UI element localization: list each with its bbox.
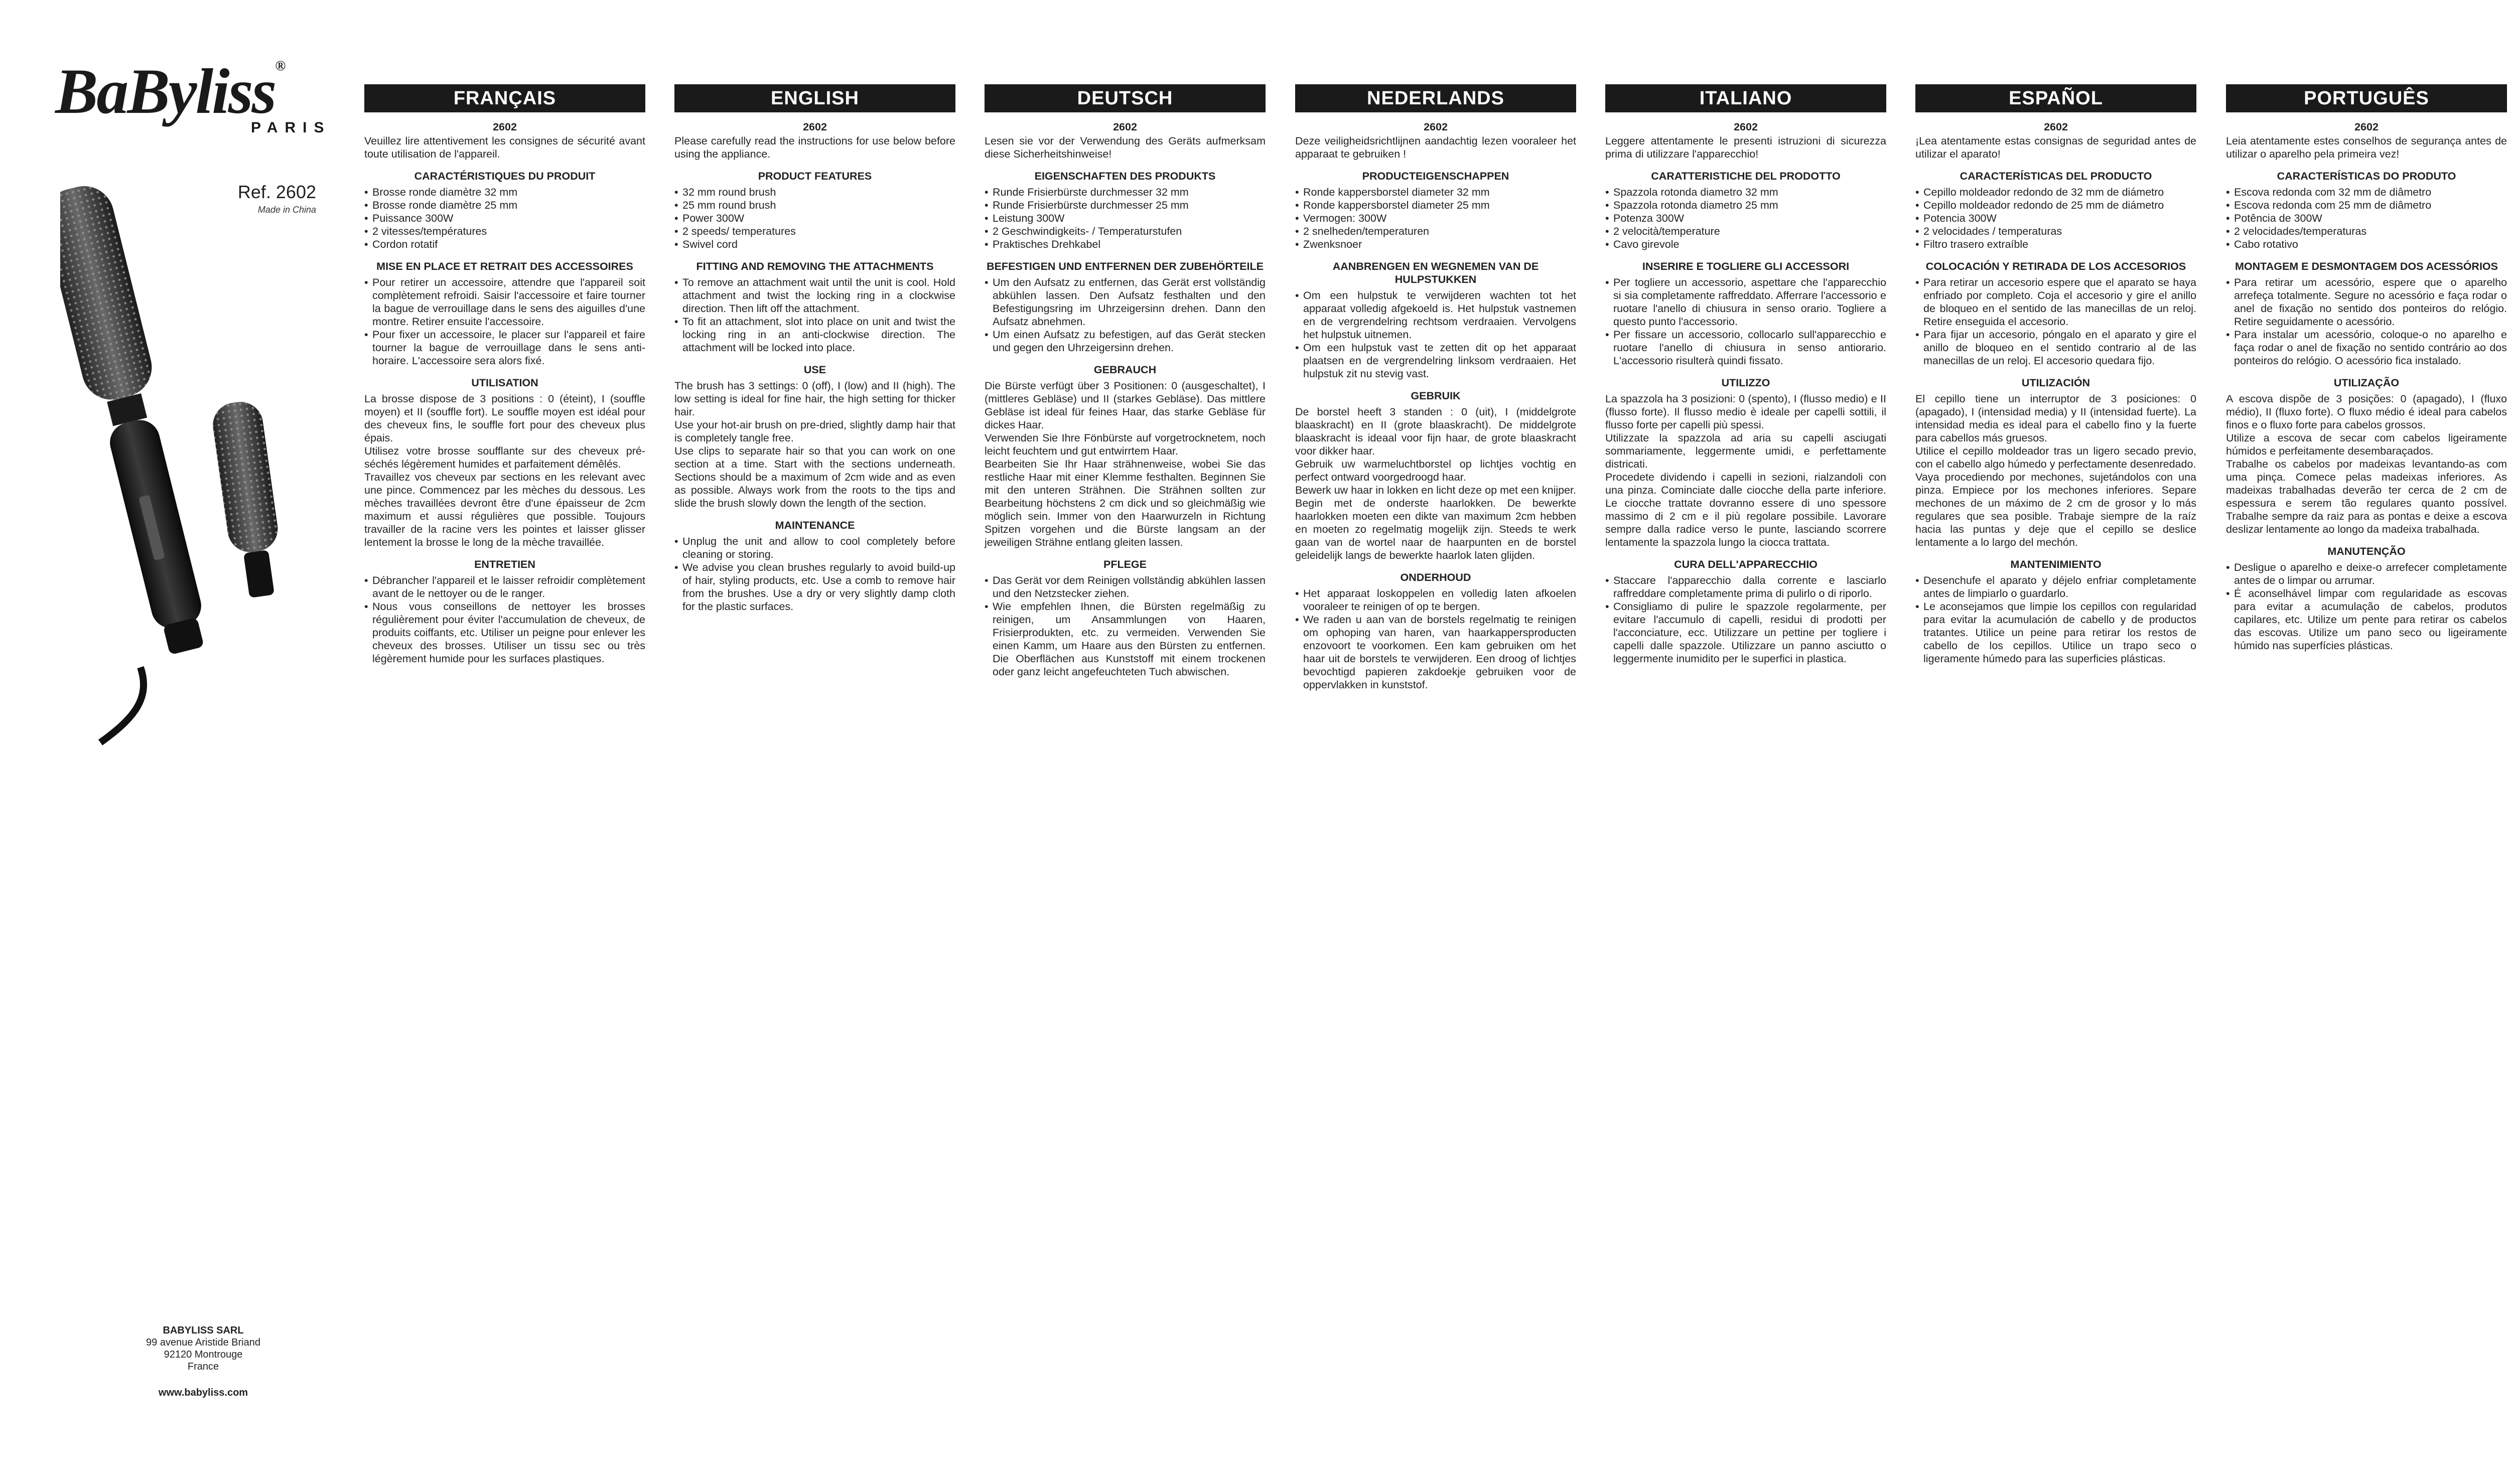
bullet-list xyxy=(1295,587,1576,691)
language-column xyxy=(985,84,1266,678)
paragraph: Trabalhe os cabelos por madeixas levantando-as com uma pinça. Comece pelas madeixas inferiores. As madeixas trabalhadas deverão ter cerca de 2 cm de espessura e serem tão regulares quanto possível. Trabalhe sempre da raiz para as pontas e deixe a escova deslizar lentamente ao longo da madeixa trabalhada. xyxy=(2226,458,2507,535)
list-item: • 32 mm round brush xyxy=(674,186,955,199)
paragraph: Utilizzate la spazzola ad aria su capelli asciugati sommariamente, leggermente umidi, e perfettamente districati. xyxy=(1605,432,1886,470)
logo-paris: PARIS xyxy=(251,119,331,136)
section-heading: AANBRENGEN EN WEGNEMEN VAN DE HULPSTUKKEN xyxy=(1332,260,1539,285)
language-column xyxy=(2226,84,2507,652)
paragraph: Veuillez lire attentivement les consignes de sécurité avant toute utilisation de l'appareil. xyxy=(364,135,645,160)
list-item: • We raden u aan van de borstels regelmatig te reinigen om ophoping van haren, van haarkappersproducten enzovoort te voorkomen. Een kam gebruiken om het haar uit de borstels te verwijderen. Een droog of lichtjes bevochtigd papieren zakdoekje gebruiken voor de oppervlakken in kunststof. xyxy=(1295,613,1576,691)
list-item: • Runde Frisierbürste durchmesser 32 mm xyxy=(985,186,1266,199)
section-heading: BEFESTIGEN UND ENTFERNEN DER ZUBEHÖRTEILE xyxy=(987,260,1264,272)
section-heading: ONDERHOUD xyxy=(1400,571,1471,583)
list-item: • Cavo girevole xyxy=(1605,238,1886,251)
paragraph: A escova dispõe de 3 posições: 0 (apagado), I (fluxo médio), II (fluxo forte). O fluxo médio é ideal para cabelos finos e o fluxo forte para cabelos grossos. xyxy=(2226,393,2507,431)
bullet-list xyxy=(985,574,1266,678)
list-item: • Het apparaat loskoppelen en volledig laten afkoelen vooraleer te reinigen of op te bergen. xyxy=(1295,587,1576,613)
paragraph: Procedete dividendo i capelli in sezioni, rialzandoli con una pinza. Cominciate dalle ciocche della parte inferiore. Le ciocche trattate dovranno essere di uno spessore massimo di 2 cm e il più regolare possibile. Lavorare sempre dalla radice verso le punte, lasciando scorrere lentamente la spazzola lungo la ciocca trattata. xyxy=(1605,471,1886,548)
language-column xyxy=(1915,84,2196,665)
bullet-list xyxy=(2226,561,2507,652)
list-item: • To remove an attachment wait until the unit is cool. Hold attachment and twist the locking ring in a clockwise direction. Then lift off the attachment. xyxy=(674,276,955,315)
list-item: • Unplug the unit and allow to cool completely before cleaning or storing. xyxy=(674,535,955,561)
paragraph: Use clips to separate hair so that you can work on one section at a time. Start with the sections underneath. Sections should be a maximum of 2cm wide and as even as possible. Always work from the roots to the tips and slide the brush slowly down the length of the section. xyxy=(674,445,955,509)
list-item: • Para fijar un accesorio, póngalo en el aparato y gire el anillo de bloqueo en el sentido contrario al de las manecillas de un reloj. El accesorio quedara fijo. xyxy=(1915,328,2196,367)
paragraph: Deze veiligheidsrichtlijnen aandachtig lezen vooraleer het apparaat te gebruiken ! xyxy=(1295,135,1576,160)
paragraph: Gebruik uw warmeluchtborstel op lichtjes vochtig en perfect ontward voorgedroogd haar. xyxy=(1295,458,1576,483)
section-heading: GEBRAUCH xyxy=(1093,364,1157,376)
list-item: • Per fissare un accessorio, collocarlo sull'apparecchio e ruotare l'anello di chiusura in senso antiorario. L'accessorio risulterà quindi fissato. xyxy=(1605,328,1886,367)
list-item: • Desenchufe el aparato y déjelo enfriar completamente antes de limpiarlo o guardarlo. xyxy=(1915,574,2196,600)
section-heading: UTILISATION xyxy=(471,377,538,389)
section-heading: PRODUCT FEATURES xyxy=(758,170,872,182)
bullet-list xyxy=(1915,574,2196,665)
paragraph: De borstel heeft 3 standen : 0 (uit), I (middelgrote blaaskracht) en II (grote blaaskracht). De middelgrote blaaskracht is ideaal voor fijn haar, de grote blaaskracht voor dikker haar. xyxy=(1295,406,1576,457)
list-item: • Praktisches Drehkabel xyxy=(985,238,1266,251)
list-item: • Om een hulpstuk te verwijderen wachten tot het apparaat volledig afgekoeld is. Het hulpstuk vastnemen en de vergrendelring rechtsom verdraaien. Vervolgens het hulpstuk uitnemen. xyxy=(1295,289,1576,341)
bullet-list xyxy=(674,276,955,354)
list-item: • Nous vous conseillons de nettoyer les brosses régulièrement pour éviter l'accumulation de cheveux, de produits coiffants, etc. Utiliser un peigne pour enlever les cheveux des brosses. Utiliser un tissu sec ou très légèrement humide pour les surfaces plastiques. xyxy=(364,600,645,665)
company-address xyxy=(125,1324,281,1399)
section-heading: CURA DELL'APPARECCHIO xyxy=(1674,558,1818,570)
bullet-list xyxy=(1605,276,1886,367)
list-item: • Para instalar um acessório, coloque-o no aparelho e faça rodar o anel de fixação no sentido contrário ao dos ponteiros do relógio. O acessório fica instalado. xyxy=(2226,328,2507,367)
bullet-list xyxy=(364,186,645,251)
paragraph: La spazzola ha 3 posizioni: 0 (spento), I (flusso medio) e II (flusso forte). Il flusso medio è ideale per capelli sottili, il flusso forte per capelli più spessi. xyxy=(1605,393,1886,431)
language-header: PORTUGUÊS xyxy=(2226,84,2507,112)
section-heading: FITTING AND REMOVING THE ATTACHMENTS xyxy=(696,260,934,272)
paragraph: Vaya procediendo por mechones, sujetándolos con una pinza. Empiece por los mechones inferiores. Separe mechones de un máximo de 2 cm de grosor y lo más regulares que sea posible. Trabaje siempre de la raíz hacia las puntas y deje que el cepillo se deslice lentamente a lo largo del mechón. xyxy=(1915,471,2196,548)
list-item: • To fit an attachment, slot into place on unit and twist the locking ring in an anti-clockwise direction. The attachment will be locked into place. xyxy=(674,315,955,354)
list-item: • 25 mm round brush xyxy=(674,199,955,212)
list-item: • Spazzola rotonda diametro 32 mm xyxy=(1605,186,1886,199)
list-item: • Um einen Aufsatz zu befestigen, auf das Gerät stecken und gegen den Uhrzeigersinn drehen. xyxy=(985,328,1266,354)
list-item: • Power 300W xyxy=(674,212,955,225)
section-heading: UTILIZAÇÃO xyxy=(2333,377,2400,389)
paragraph: Travaillez vos cheveux par sections en les relevant avec une pince. Commencez par les mèches du dessous. Les mèches travaillées devront être d'une épaisseur de 2cm maximum et aussi régulières que possible. Toujours travailler de la racine vers les pointes et laisser glisser lentement la brosse le long de la mèche travaillée. xyxy=(364,471,645,548)
list-item: • Cordon rotatif xyxy=(364,238,645,251)
company-name: BABYLISS SARL xyxy=(163,1325,244,1336)
paragraph: Bearbeiten Sie Ihr Haar strähnenweise, wobei Sie das restliche Haar mit einer Klemme festhalten. Beginnen Sie mit den unteren Strähnen. Die Strähnen sollten zur Bearbeitung höchstens 2 cm dick und so gleichmäßig wie möglich sein. Immer von den Haarwurzeln in Richtung Spitzen vorgehen und die Bürste langsam an der jeweiligen Strähne entlang gleiten lassen. xyxy=(985,458,1266,548)
language-column xyxy=(364,84,645,665)
model-number: 2602 xyxy=(1424,121,1448,133)
list-item: • É aconselhável limpar com regularidade as escovas para evitar a acumulação de cabelos, produtos capilares, etc. Utilize um pente para retirar os cabelos das escovas. Utilize um pano seco ou ligeiramente húmido nas superfícies plásticas. xyxy=(2226,587,2507,652)
product-image xyxy=(60,166,321,748)
list-item: • 2 vitesses/températures xyxy=(364,225,645,238)
list-item: • 2 velocità/temperature xyxy=(1605,225,1886,238)
paragraph: Die Bürste verfügt über 3 Positionen: 0 (ausgeschaltet), I (mittleres Gebläse) und II (starkes Gebläse). Das mittlere Gebläse ist ideal für feines Haar, das starke Gebläse für dickes Haar. xyxy=(985,380,1266,431)
model-number: 2602 xyxy=(2044,121,2068,133)
paragraph: Utilisez votre brosse soufflante sur des cheveux pré-séchés légèrement humides et parfaitement démêlés. xyxy=(364,445,645,470)
list-item: • Om een hulpstuk vast te zetten dit op het apparaat plaatsen en de vergrendelring linksom verdraaien. Het hulpstuk zit nu stevig vast. xyxy=(1295,341,1576,380)
list-item: • Para retirar un accesorio espere que el aparato se haya enfriado por completo. Coja el accesorio y gire el anillo de bloqueo en el sentido de las manecillas de un reloj. Retire enseguida el accesorio. xyxy=(1915,276,2196,328)
section-heading: MONTAGEM E DESMONTAGEM DOS ACESSÓRIOS xyxy=(2235,260,2498,272)
section-heading: USE xyxy=(803,364,826,376)
list-item: • Leistung 300W xyxy=(985,212,1266,225)
list-item: • Vermogen: 300W xyxy=(1295,212,1576,225)
list-item: • Le aconsejamos que limpie los cepillos con regularidad para evitar la acumulación de cabello y de productos tratantes. Utilice un peine para retirar los restos de cabello de los cepillos. Utilice un trapo seco o ligeramente húmedo para las superficies plásticas. xyxy=(1915,600,2196,665)
list-item: • Puissance 300W xyxy=(364,212,645,225)
bullet-list xyxy=(2226,276,2507,367)
address-line: 99 avenue Aristide Briand xyxy=(146,1337,260,1348)
website-link[interactable]: www.babyliss.com xyxy=(158,1387,248,1398)
language-header: ESPAÑOL xyxy=(1915,84,2196,112)
language-header: FRANÇAIS xyxy=(364,84,645,112)
paragraph: ¡Lea atentamente estas consignas de seguridad antes de utilizar el aparato! xyxy=(1915,135,2196,160)
list-item: • Brosse ronde diamètre 25 mm xyxy=(364,199,645,212)
section-heading: CARATTERISTICHE DEL PRODOTTO xyxy=(1651,170,1841,182)
paragraph: El cepillo tiene un interruptor de 3 posiciones: 0 (apagado), I (intensidad media) y II (intensidad fuerte). La intensidad media es ideal para el cabello fino y la fuerte para cabellos más gruesos. xyxy=(1915,393,2196,444)
section-heading: EIGENSCHAFTEN DES PRODUKTS xyxy=(1034,170,1216,182)
model-number: 2602 xyxy=(1113,121,1137,133)
list-item: • Runde Frisierbürste durchmesser 25 mm xyxy=(985,199,1266,212)
list-item: • Pour retirer un accessoire, attendre que l'appareil soit complètement refroidi. Saisir l'accessoire et faire tourner la bague de verrouillage dans le sens des aiguilles d'une montre. Retirer ensuite l'accessoire. xyxy=(364,276,645,328)
list-item: • Cabo rotativo xyxy=(2226,238,2507,251)
list-item: • 2 velocidades/temperaturas xyxy=(2226,225,2507,238)
section-heading: ENTRETIEN xyxy=(474,558,535,570)
bullet-list xyxy=(1915,186,2196,251)
list-item: • We advise you clean brushes regularly to avoid build-up of hair, styling products, etc. Use a comb to remove hair from the brushes. Use a dry or very slightly damp cloth for the plastic surfaces. xyxy=(674,561,955,613)
section-heading: COLOCACIÓN Y RETIRADA DE LOS ACCESORIOS xyxy=(1925,260,2186,272)
list-item: • Filtro trasero extraíble xyxy=(1915,238,2196,251)
language-header: ENGLISH xyxy=(674,84,955,112)
section-heading: PFLEGE xyxy=(1103,558,1147,570)
section-heading: MISE EN PLACE ET RETRAIT DES ACCESSOIRES xyxy=(376,260,633,272)
bullet-list xyxy=(1605,186,1886,251)
model-number: 2602 xyxy=(493,121,517,133)
language-header: DEUTSCH xyxy=(985,84,1266,112)
paragraph: Please carefully read the instructions for use below before using the appliance. xyxy=(674,135,955,160)
paragraph: Bewerk uw haar in lokken en licht deze op met een knijper. Begin met de onderste haarlokken. De bewerkte haarlokken moeten een dikte van maximum 2cm hebben en moeten zo regelmatig mogelijk zijn. Steeds te werk gaan van de wortel naar de haarpunten en de borstel geleidelijk langs de bewerkte haarlok laten glijden. xyxy=(1295,484,1576,561)
model-number: 2602 xyxy=(2354,121,2379,133)
list-item: • 2 speeds/ temperatures xyxy=(674,225,955,238)
list-item: • Débrancher l'appareil et le laisser refroidir complètement avant de le nettoyer ou de le ranger. xyxy=(364,574,645,600)
section-heading: INSERIRE E TOGLIERE GLI ACCESSORI xyxy=(1642,260,1850,272)
model-number: 2602 xyxy=(1734,121,1758,133)
paragraph: Verwenden Sie Ihre Fönbürste auf vorgetrocknetem, noch leicht feuchtem und gut entwirrtem Haar. xyxy=(985,432,1266,457)
list-item: • Um den Aufsatz zu entfernen, das Gerät erst vollständig abkühlen lassen. Den Aufsatz festhalten und den Befestigungsring im Uhrzeigersinn drehen. Dann den Aufsatz abnehmen. xyxy=(985,276,1266,328)
section-heading: CARACTÉRISTIQUES DU PRODUIT xyxy=(414,170,596,182)
paragraph: Leggere attentamente le presenti istruzioni di sicurezza prima di utilizzare l'apparecchio! xyxy=(1605,135,1886,160)
bullet-list xyxy=(1605,574,1886,665)
language-column xyxy=(1605,84,1886,665)
list-item: • Cepillo moldeador redondo de 32 mm de diámetro xyxy=(1915,186,2196,199)
bullet-list xyxy=(674,535,955,613)
section-heading: CARACTERÍSTICAS DEL PRODUCTO xyxy=(1960,170,2152,182)
bullet-list xyxy=(1295,289,1576,380)
language-column xyxy=(674,84,955,613)
list-item: • 2 velocidades / temperaturas xyxy=(1915,225,2196,238)
list-item: • Brosse ronde diamètre 32 mm xyxy=(364,186,645,199)
paragraph: La brosse dispose de 3 positions : 0 (éteint), I (souffle moyen) et II (souffle fort). Le souffle moyen est idéal pour des cheveux fins, le souffle fort pour des cheveux plus épais. xyxy=(364,393,645,444)
babyliss-logo: BaByliss® xyxy=(55,56,285,127)
reference-number: Ref. 2602 xyxy=(237,182,316,202)
list-item: • Escova redonda com 25 mm de diâmetro xyxy=(2226,199,2507,212)
paragraph: The brush has 3 settings: 0 (off), I (low) and II (high). The low setting is ideal for fine hair, the high setting for thicker hair. xyxy=(674,380,955,418)
list-item: • Wie empfehlen Ihnen, die Bürsten regelmäßig zu reinigen, um Ansammlungen von Haaren, Frisierprodukten, etc. zu vermeiden. Verwenden Sie einen Kamm, um Haare aus den Bürsten zu entfernen. Die Oberflächen aus Kunststoff mit einem trockenen oder ganz leicht angefeuchteten Tuch abwischen. xyxy=(985,600,1266,678)
paragraph: Use your hot-air brush on pre-dried, slightly damp hair that is completely tangle free. xyxy=(674,419,955,444)
list-item: • Das Gerät vor dem Reinigen vollständig abkühlen lassen und den Netzstecker ziehen. xyxy=(985,574,1266,600)
list-item: • Consigliamo di pulire le spazzole regolarmente, per evitare l'accumulo di capelli, residui di prodotti per l'acconciature, ecc. Utilizzare un pettine per togliere i capelli dalle spazzole. Utilizzare un panno asciutto o leggermente inumidito per le superfici in plastica. xyxy=(1605,600,1886,665)
list-item: • Ronde kappersborstel diameter 25 mm xyxy=(1295,199,1576,212)
list-item: • Pour fixer un accessoire, le placer sur l'appareil et faire tourner la bague de verrouillage dans le sens anti-horaire. L'accessoire sera alors fixé. xyxy=(364,328,645,367)
made-in-label: Made in China xyxy=(257,205,316,215)
list-item: • Potência de 300W xyxy=(2226,212,2507,225)
bullet-list xyxy=(985,186,1266,251)
section-heading: UTILIZACIÓN xyxy=(2021,377,2090,389)
bullet-list xyxy=(1295,186,1576,251)
paragraph: Leia atentamente estes conselhos de segurança antes de utilizar o aparelho pela primeira vez! xyxy=(2226,135,2507,160)
list-item: • Per togliere un accessorio, aspettare che l'apparecchio si sia completamente raffreddato. Afferrare l'accessorio e ruotare l'anello di chiusura in senso orario. Togliere a questo punto l'accessorio. xyxy=(1605,276,1886,328)
language-header: NEDERLANDS xyxy=(1295,84,1576,112)
language-header: ITALIANO xyxy=(1605,84,1886,112)
paragraph: Utilize a escova de secar com cabelos ligeiramente húmidos e perfeitamente desembaraçados. xyxy=(2226,432,2507,457)
paragraph: Lesen sie vor der Verwendung des Geräts aufmerksam diese Sicherheitshinweise! xyxy=(985,135,1266,160)
section-heading: UTILIZZO xyxy=(1721,377,1770,389)
bullet-list xyxy=(1915,276,2196,367)
list-item: • Spazzola rotonda diametro 25 mm xyxy=(1605,199,1886,212)
list-item: • Desligue o aparelho e deixe-o arrefecer completamente antes de o limpar ou arrumar. xyxy=(2226,561,2507,587)
language-column xyxy=(1295,84,1576,691)
bullet-list xyxy=(364,574,645,665)
list-item: • 2 snelheden/temperaturen xyxy=(1295,225,1576,238)
list-item: • Para retirar um acessório, espere que o aparelho arrefeça totalmente. Segure no acessório e faça rodar o anel de fixação no sentido dos ponteiros do relógio. Retire seguidamente o acessório. xyxy=(2226,276,2507,328)
bullet-list xyxy=(2226,186,2507,251)
section-heading: CARACTERÍSTICAS DO PRODUTO xyxy=(2277,170,2456,182)
list-item: • Escova redonda com 32 mm de diâmetro xyxy=(2226,186,2507,199)
list-item: • Zwenksnoer xyxy=(1295,238,1576,251)
bullet-list xyxy=(364,276,645,367)
list-item: • Swivel cord xyxy=(674,238,955,251)
paragraph: Utilice el cepillo moldeador tras un ligero secado previo, con el cabello algo húmedo y perfectamente desenredado. xyxy=(1915,445,2196,470)
section-heading: GEBRUIK xyxy=(1411,390,1461,402)
brand-panel xyxy=(0,0,351,1484)
bullet-list xyxy=(674,186,955,251)
list-item: • Staccare l'apparecchio dalla corrente e lasciarlo raffreddare completamente prima di pulirlo o di riporlo. xyxy=(1605,574,1886,600)
address-line: 92120 Montrouge xyxy=(164,1349,243,1360)
section-heading: MANTENIMIENTO xyxy=(2010,558,2102,570)
section-heading: PRODUCTEIGENSCHAPPEN xyxy=(1362,170,1509,182)
model-number: 2602 xyxy=(803,121,827,133)
section-heading: MANUTENÇÃO xyxy=(2327,545,2406,557)
bullet-list xyxy=(985,276,1266,354)
address-country: France xyxy=(187,1361,219,1372)
list-item: • Potenza 300W xyxy=(1605,212,1886,225)
list-item: • 2 Geschwindigkeits- / Temperaturstufen xyxy=(985,225,1266,238)
list-item: • Ronde kappersborstel diameter 32 mm xyxy=(1295,186,1576,199)
section-heading: MAINTENANCE xyxy=(775,519,855,531)
list-item: • Cepillo moldeador redondo de 25 mm de diámetro xyxy=(1915,199,2196,212)
list-item: • Potencia 300W xyxy=(1915,212,2196,225)
